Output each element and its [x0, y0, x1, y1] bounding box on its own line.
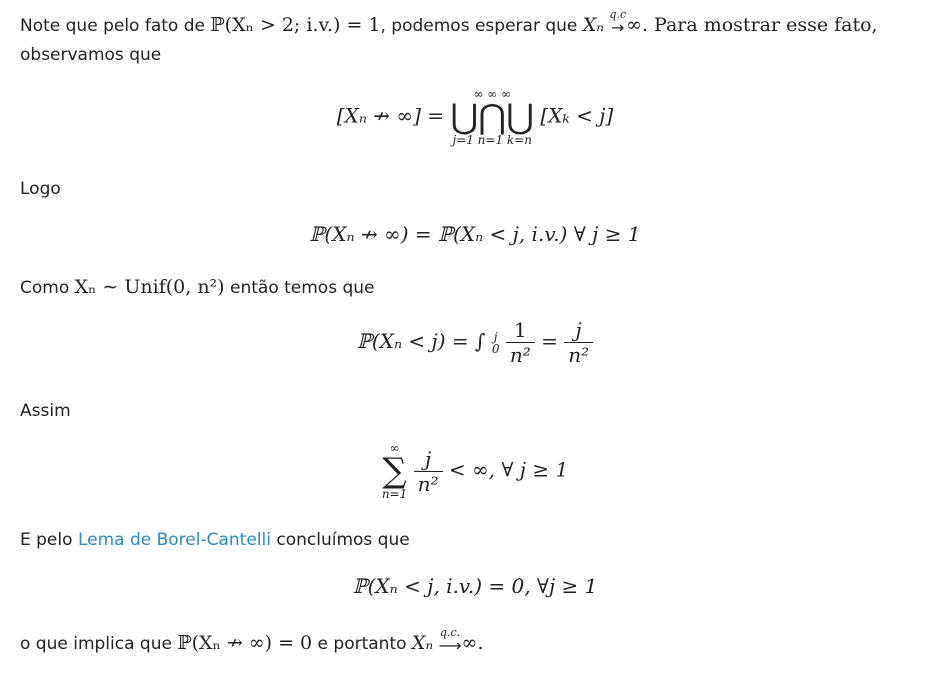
convergence-arrow	[609, 9, 626, 36]
long-right-arrow-icon: ⟶	[438, 635, 462, 655]
text: , podemos esperar que	[380, 16, 583, 36]
fraction-one-over-n2	[506, 318, 535, 367]
text: concluímos que	[270, 530, 410, 550]
paragraph-final	[20, 625, 484, 659]
math-inline: ℙ(Xₙ > 2; i.v.) = 1	[210, 14, 381, 36]
text: ∞.	[461, 632, 484, 654]
equation-conclusion	[20, 574, 930, 598]
lower-limit: 0	[491, 341, 500, 356]
upper-limit: ∞	[389, 441, 400, 455]
math-inline: Xₙ	[582, 14, 604, 36]
text: observamos que	[20, 45, 162, 65]
paragraph-assim	[20, 396, 71, 426]
lower-limit: n=1	[381, 487, 408, 501]
text: Note que pelo fato de	[20, 16, 211, 36]
text: então temos que	[224, 278, 375, 298]
math-inline: Xₙ	[411, 632, 434, 654]
text: ∞. Para mostrar esse fato,	[626, 14, 878, 36]
equation-series	[20, 442, 930, 500]
equation-probability-equivalence	[20, 222, 930, 246]
set-operators	[450, 88, 534, 146]
convergence-arrow	[439, 627, 462, 654]
paragraph-como	[20, 272, 375, 303]
numerator: j	[564, 318, 593, 343]
eq-content: ℙ(Xₙ < j, i.v.) = 0, ∀j ≥ 1	[352, 574, 598, 598]
paragraph-intro-cont	[20, 40, 161, 70]
borel-cantelli-link[interactable]: Lema de Borel-Cantelli	[77, 530, 271, 550]
text: Como	[20, 278, 75, 298]
arrow-label: q.c.	[439, 625, 461, 639]
equation-union-intersection	[20, 88, 930, 146]
fraction-j-over-n2	[414, 447, 443, 496]
summation	[382, 442, 407, 500]
math-inline: ℙ(Xₙ ↛ ∞) = 0	[177, 632, 313, 654]
union-intersection-symbols: ⋃⋂⋃	[450, 97, 535, 137]
math-inline: Xₙ ∼ Unif(0, n²)	[74, 276, 225, 298]
integral-limits	[492, 331, 500, 355]
text: Logo	[20, 179, 61, 199]
numerator: 1	[506, 318, 535, 343]
fraction-j-over-n2	[564, 318, 593, 367]
sigma-symbol: ∑	[382, 451, 407, 491]
arrow-label: q.c	[609, 7, 627, 21]
equals-sign: =	[541, 329, 558, 353]
paragraph-logo	[20, 174, 61, 204]
eq-left: ℙ(Xₙ < j) = ∫	[356, 329, 486, 353]
denominator: n²	[417, 471, 439, 496]
upper-limit: j	[493, 329, 498, 344]
text: e portanto	[312, 634, 412, 654]
text: E pelo	[20, 530, 78, 550]
denominator: n²	[509, 343, 531, 367]
eq-left: [Xₙ ↛ ∞] =	[336, 103, 444, 128]
denominator: n²	[568, 343, 590, 367]
upper-limits: ∞ ∞ ∞	[473, 87, 511, 101]
paragraph-borel	[20, 525, 410, 555]
text: Assim	[20, 401, 71, 421]
equation-integral	[20, 318, 930, 367]
eq-right: [Xₖ < j]	[540, 103, 614, 128]
paragraph-intro	[20, 7, 878, 41]
lower-limits: j=1 n=1 k=n	[452, 133, 532, 147]
numerator: j	[414, 447, 443, 472]
eq-content: ℙ(Xₙ ↛ ∞) = ℙ(Xₙ < j, i.v.) ∀ j ≥ 1	[309, 222, 641, 246]
eq-right: < ∞, ∀ j ≥ 1	[448, 457, 569, 482]
text: o que implica que	[20, 634, 178, 654]
right-arrow-icon: →	[611, 17, 625, 37]
